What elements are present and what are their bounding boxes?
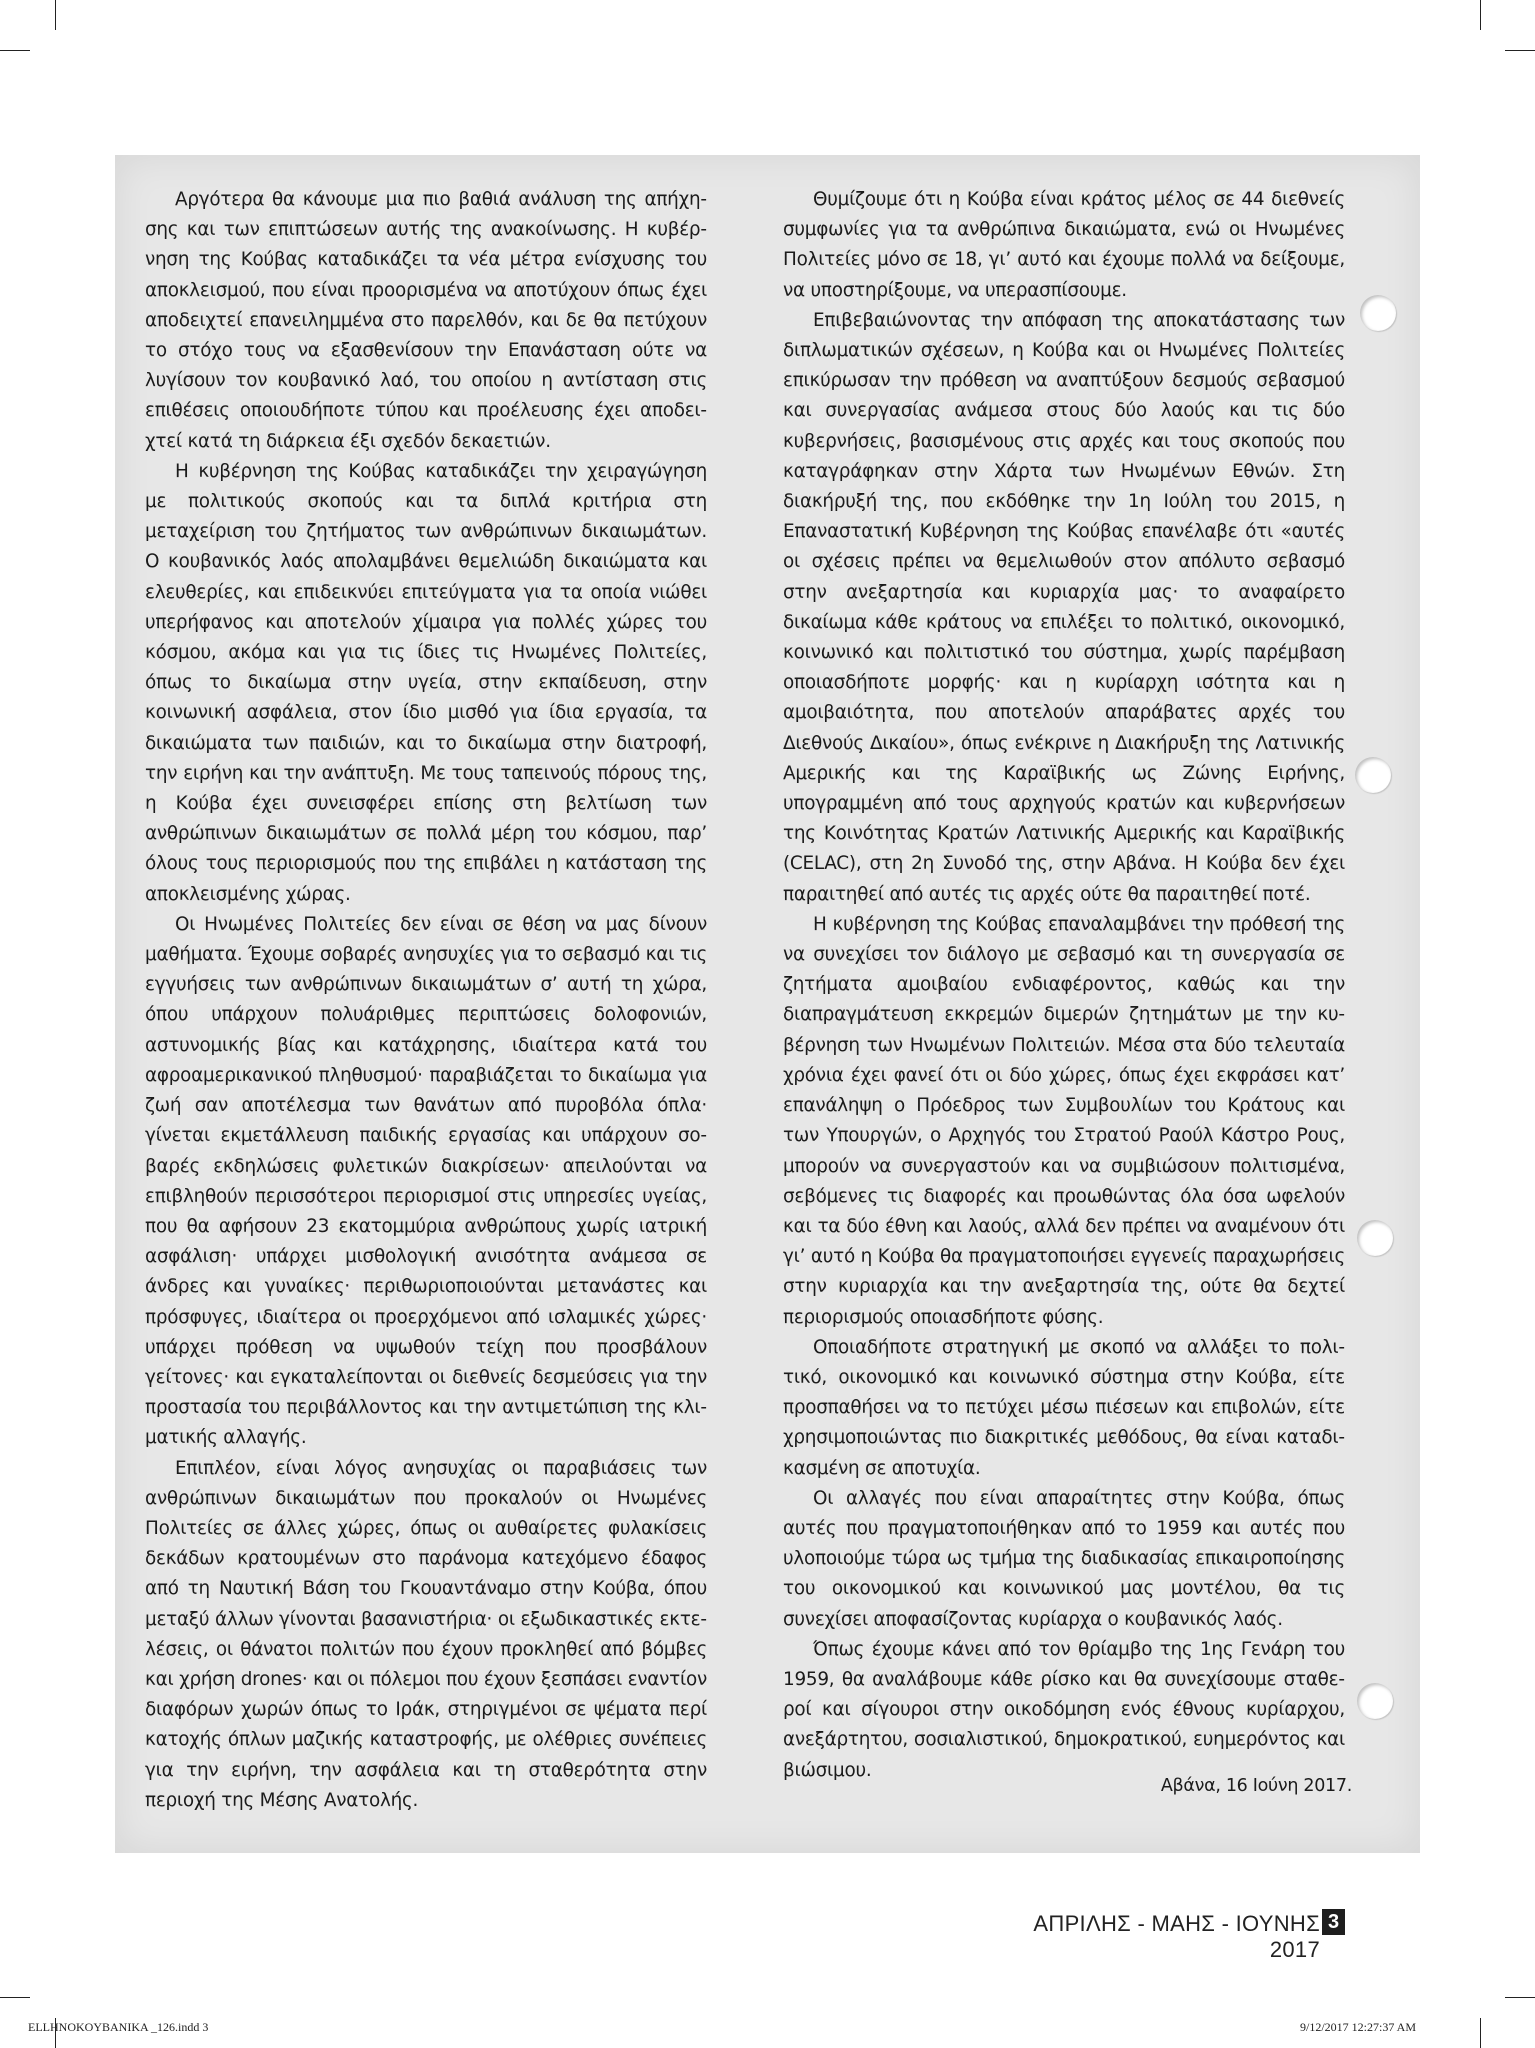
article-left-column [145, 185, 707, 1816]
crop-mark-top-left-vertical [55, 0, 56, 30]
signoff-place-date: Αβάνα, 16 Ιούνη 2017. [1160, 1776, 1352, 1796]
paragraph: Επιβεβαιώνοντας την απόφαση της αποκατάστασης των διπλωματικών σχέσεων, η Κούβα και οι Ηνωμένες Πολιτείες επικύρωσαν την πρόθεση να αναπτύξουν δεσμούς σεβασμού και συνεργασίας ανάμεσα στους δύο λαούς και τις δύο κυβερνήσεις, βασισμένους στις αρχές και τους σκοπούς που καταγράφηκαν στην Χάρτα των Ηνωμένων Εθνών. Στη διακήρυξή της, που εκδόθηκε την 1η Ιούλη του 2015, η Επαναστατική Κυβέρνηση της Κούβας επανέλαβε ότι «αυτές οι σχέσεις πρέπει να θεμελιωθούν στον απόλυτο σεβασμό στην ανεξαρτησία και κυριαρχία μας· το αναφαίρετο δικαίωμα κάθε κράτους να επιλέξει το πολιτικό, οικονομικό, κοινωνικό και πολιτιστικό του σύστημα, χωρίς παρέμβαση οποιασδήποτε μορφής· και η κυρίαρχη ισότητα και η αμοιβαιότητα, που αποτελούν απαράβατες αρχές του Διεθνούς Δικαίου», όπως ενέκρινε η Διακήρυξη της Λατινικής Αμερικής και της Καραϊβικής ως Ζώνης Ειρήνης, υπογραμμένη από τους αρχηγούς κρατών και κυβερνήσεων της Κοινότητας Κρατών Λατινικής Αμερικής και Καραϊβικής (CELAC), στη 2η Συνοδό της, στην Αβάνα. Η Κούβα δεν έχει παραιτηθεί από αυτές τις αρχές ούτε θα παραιτηθεί ποτέ. [783, 309, 1345, 905]
print-slug-file: ELLHNOKOYBANIKA _126.indd 3 [28, 2020, 209, 2034]
paragraph: Αργότερα θα κάνουμε μια πιο βαθιά ανάλυση της απήχησης και των επιπτώσεων αυτής της ανακοίνωσης. Η κυβέρνηση της Κούβας καταδικάζει τα νέα μέτρα ενίσχυσης του αποκλεισμού, που είναι προορισμένα να αποτύχουν όπως έχει αποδειχτεί επανειλημμένα στο παρελθόν, και δε θα πετύχουν το στόχο τους να εξασθενίσουν την Επανάσταση ούτε να λυγίσουν τον κουβανικό λαό, του οποίου η αντίσταση στις επιθέσεις οποιουδήποτε τύπου και προέλευσης έχει αποδειχτεί κατά τη διάρκεια έξι σχεδόν δεκαετιών. [145, 189, 707, 452]
crop-mark-top-left-horizontal [0, 50, 30, 51]
paragraph: Οι αλλαγές που είναι απαραίτητες στην Κούβα, όπως αυτές που πραγματοποιήθηκαν από το 1959 και αυτές που υλοποιούμε τώρα ως τμήμα της διαδικασίας επικαιροποίησης του οικονομικού και κοινωνικού μας μοντέλου, θα τις συνεχίσει αποφασίζοντας κυρίαρχα ο κουβανικός λαός. [783, 1487, 1345, 1630]
punch-hole-3 [1357, 1220, 1393, 1256]
crop-mark-bottom-right-vertical [1480, 2018, 1481, 2048]
page-number: 3 [1322, 1909, 1345, 1935]
paragraph: Επιπλέον, είναι λόγος ανησυχίας οι παραβιάσεις των ανθρώπινων δικαιωμάτων που προκαλούν οι Ηνωμένες Πολιτείες σε άλλες χώρες, όπως οι αυθαίρετες φυλακίσεις δεκάδων κρατουμένων στο παράνομα κατεχόμενο έδαφος από τη Ναυτική Βάση του Γκουαντάναμο στην Κούβα, όπου μεταξύ άλλων γίνονται βασανιστήρια· οι εξωδικαστικές εκτελέσεις, οι θάνατοι πολιτών που έχουν προκληθεί από βόμβες και χρήση drones· και οι πόλεμοι που έχουν ξεσπάσει εναντίον διαφόρων χωρών όπως το Ιράκ, στηριγμένοι σε ψέματα περί κατοχής όπλων μαζικής καταστροφής, με ολέθριες συνέπειες για την ειρήνη, την ασφάλεια και τη σταθερότητα στην περιοχή της Μέσης Ανατολής. [145, 1457, 707, 1811]
paragraph: Οποιαδήποτε στρατηγική με σκοπό να αλλάξει το πολιτικό, οικονομικό και κοινωνικό σύστημα στην Κούβα, είτε προσπαθήσει να το πετύχει μέσω πιέσεων και επιβολών, είτε χρησιμοποιώντας πιο διακριτικές μεθόδους, θα είναι καταδικασμένη σε αποτυχία. [783, 1336, 1345, 1479]
paragraph: Οι Ηνωμένες Πολιτείες δεν είναι σε θέση να μας δίνουν μαθήματα. Έχουμε σοβαρές ανησυχίες για το σεβασμό και τις εγγυήσεις των ανθρώπινων δικαιωμάτων σ’ αυτή τη χώρα, όπου υπάρχουν πολυάριθμες περιπτώσεις δολοφονιών, αστυνομικής βίας και κατάχρησης, ιδιαίτερα κατά του αφροαμερικανικού πληθυσμού· παραβιάζεται το δικαίωμα για ζωή σαν αποτέλεσμα των θανάτων από πυροβόλα όπλα· γίνεται εκμετάλλευση παιδικής εργασίας και υπάρχουν σοβαρές εκδηλώσεις φυλετικών διακρίσεων· απειλούνται να επιβληθούν περισσότεροι περιορισμοί στις υπηρεσίες υγείας, που θα αφήσουν 23 εκατομμύρια ανθρώπους χωρίς ιατρική ασφάλιση· υπάρχει μισθολογική ανισότητα ανάμεσα σε άνδρες και γυναίκες· περιθωριοποιούνται μετανάστες και πρόσφυγες, ιδιαίτερα οι προερχόμενοι από ισλαμικές χώρες· υπάρχει πρόθεση να υψωθούν τείχη που προσβάλουν γείτονες· και εγκαταλείπονται οι διεθνείς δεσμεύσεις για την προστασία του περιβάλλοντος και την αντιμετώπιση της κλιματικής αλλαγής. [145, 913, 707, 1449]
crop-mark-top-right-horizontal [1505, 50, 1535, 51]
paragraph: Όπως έχουμε κάνει από τον θρίαμβο της 1ης Γενάρη του 1959, θα αναλάβουμε κάθε ρίσκο και θα συνεχίσουμε σταθεροί και σίγουροι στην οικοδόμηση ενός έθνους κυρίαρχου, ανεξάρτητου, σοσιαλιστικού, δημοκρατικού, ευημερόντος και βιώσιμου. [783, 1638, 1345, 1781]
punch-hole-2 [1355, 757, 1391, 793]
paragraph: Η κυβέρνηση της Κούβας καταδικάζει την χειραγώγηση με πολιτικούς σκοπούς και τα διπλά κριτήρια στη μεταχείριση του ζητήματος των ανθρώπινων δικαιωμάτων. Ο κουβανικός λαός απολαμβάνει θεμελιώδη δικαιώματα και ελευθερίες, και επιδεικνύει επιτεύγματα για τα οποία νιώθει υπερήφανος και αποτελούν χίμαιρα για πολλές χώρες του κόσμου, ακόμα και για τις ίδιες τις Ηνωμένες Πολιτείες, όπως το δικαίωμα στην υγεία, στην εκπαίδευση, στην κοινωνική ασφάλεια, στον ίδιο μισθό για ίδια εργασία, τα δικαιώματα των παιδιών, και το δικαίωμα στην διατροφή, την ειρήνη και την ανάπτυξη. Με τους ταπεινούς πόρους της, η Κούβα έχει συνεισφέρει επίσης στη βελτίωση των ανθρώπινων δικαιωμάτων σε πολλά μέρη του κόσμου, παρ’ όλους τους περιορισμούς που της επιβάλει η κατάσταση της αποκλεισμένης χώρας. [145, 460, 707, 905]
article-right-column [783, 185, 1345, 1786]
punch-hole-4 [1357, 1683, 1393, 1719]
crop-mark-bottom-left-horizontal [0, 1997, 30, 1998]
issue-footer: ΑΠΡΙΛΗΣ - ΜΑΗΣ - ΙΟΥΝΗΣ 2017 [1033, 1911, 1320, 1962]
print-slug-timestamp: 9/12/2017 12:27:37 AM [1300, 2020, 1417, 2034]
paragraph: Θυμίζουμε ότι η Κούβα είναι κράτος μέλος σε 44 διεθνείς συμφωνίες για τα ανθρώπινα δικαιώματα, ενώ οι Ηνωμένες Πολιτείες μόνο σε 18, γι’ αυτό και έχουμε πολλά να δείξουμε, να υποστηρίξουμε, να υπερασπίσουμε. [783, 189, 1345, 301]
paragraph: Η κυβέρνηση της Κούβας επαναλαμβάνει την πρόθεσή της να συνεχίσει τον διάλογο με σεβασμό και τη συνεργασία σε ζητήματα αμοιβαίου ενδιαφέροντος, καθώς και την διαπραγμάτευση εκκρεμών διμερών ζητημάτων με την κυβέρνηση των Ηνωμένων Πολιτειών. Μέσα στα δύο τελευταία χρόνια έχει φανεί ότι οι δύο χώρες, όπως έχει εκφράσει κατ’ επανάληψη ο Πρόεδρος των Συμβουλίων του Κράτους και των Υπουργών, ο Αρχηγός του Στρατού Ραούλ Κάστρο Ρους, μπορούν να συνεργαστούν και να συμβιώσουν πολιτισμένα, σεβόμενες τις διαφορές και προωθώντας όλα όσα ωφελούν και τα δύο έθνη και λαούς, αλλά δεν πρέπει να αναμένουν ότι γι’ αυτό η Κούβα θα πραγματοποιήσει εγγενείς παραχωρήσεις στην κυριαρχία και την ανεξαρτησία της, ούτε θα δεχτεί περιορισμούς οποιασδήποτε φύσης. [783, 913, 1345, 1328]
punch-hole-1 [1360, 295, 1396, 331]
crop-mark-bottom-right-horizontal [1505, 1997, 1535, 1998]
crop-mark-top-right-vertical [1480, 0, 1481, 30]
